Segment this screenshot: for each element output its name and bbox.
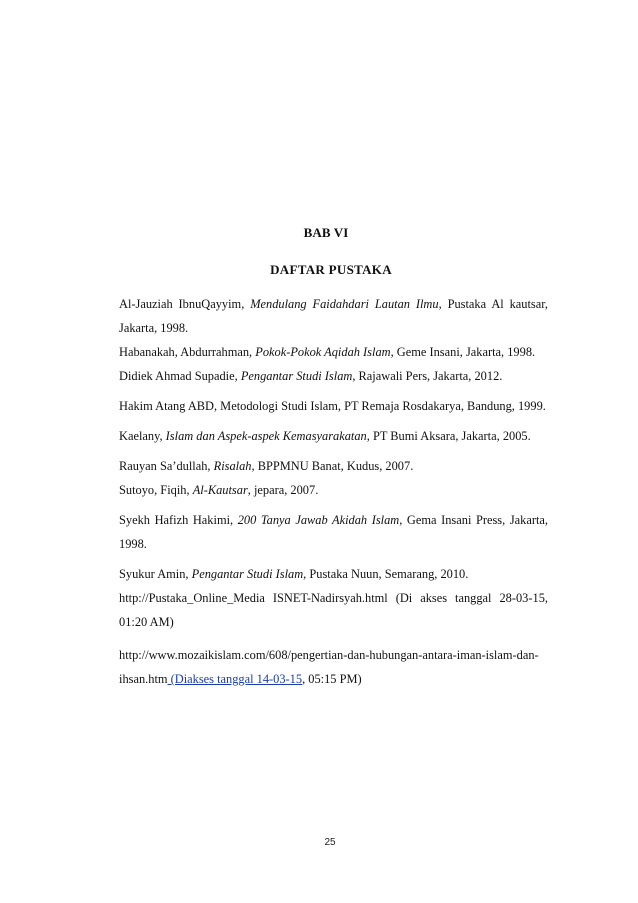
reference-text: Al-Jauziah IbnuQayyim, [119,297,251,311]
reference-item [119,562,548,586]
reference-url: http://www.mozaikislam.com/608/pengertian-dan-hubungan-antara-iman-islam-dan-ihsan.htm [119,648,539,686]
reference-text: , PT Bumi Aksara, Jakarta, 2005. [366,429,531,443]
reference-item [119,292,548,340]
reference-text: , Rajawali Pers, Jakarta, 2012. [352,369,503,383]
reference-title: Islam dan Aspek-aspek Kemasyarakatan [165,429,367,443]
reference-text: , Pustaka Nuun, Semarang, 2010. [303,567,469,581]
reference-item [119,424,548,448]
reference-text: Habanakah, Abdurrahman, [119,345,256,359]
access-date-link[interactable]: (Diakses tanggal 14-03-15 [167,672,303,686]
reference-item [119,454,548,478]
reference-text: Didiek Ahmad Supadie, [119,369,241,383]
chapter-heading: BAB VI [303,225,349,240]
reference-text: Kaelany, [119,429,166,443]
reference-title: Risalah [213,459,252,473]
reference-url: http://Pustaka_Online_Media ISNET-Nadirsyah.html (Di akses tanggal 28-03-15, 01:20 AM) [119,591,548,629]
reference-title: 200 Tanya Jawab Akidah Islam [237,513,400,527]
reference-text: , Gema Insani Press, Jakarta, 1998. [119,513,548,551]
reference-text: , BPPMNU Banat, Kudus, 2007. [251,459,414,473]
reference-item [119,643,548,691]
reference-text: Rauyan Sa’dullah, [119,459,214,473]
reference-list [119,292,548,691]
reference-text: Syukur Amin, [119,567,192,581]
reference-title: Al-Kautsar [192,483,248,497]
reference-text: Geme Insani, Jakarta, 1998. [393,345,536,359]
reference-text: Sutoyo, Fiqih, [119,483,193,497]
reference-item [119,586,548,634]
reference-text: , 05:15 PM) [302,672,362,686]
page-title: DAFTAR PUSTAKA [270,262,392,277]
reference-item [119,394,548,418]
reference-item [119,478,548,502]
reference-title: Pengantar Studi Islam [191,567,304,581]
reference-item [119,340,548,364]
reference-text: , jepara, 2007. [247,483,319,497]
page-number: 25 [324,837,336,848]
reference-text: , Pustaka Al kautsar, Jakarta, 1998. [119,297,548,335]
reference-title: Pengantar Studi Islam [240,369,353,383]
reference-text: Hakim Atang ABD, Metodologi Studi Islam, PT Remaja Rosdakarya, Bandung, 1999. [119,399,546,413]
reference-text: Syekh Hafizh Hakimi, [119,513,238,527]
reference-item [119,364,548,388]
reference-item [119,508,548,556]
reference-title: Pokok-Pokok Aqidah Islam, [255,345,394,359]
reference-title: Mendulang Faidahdari Lautan Ilmu [250,297,439,311]
